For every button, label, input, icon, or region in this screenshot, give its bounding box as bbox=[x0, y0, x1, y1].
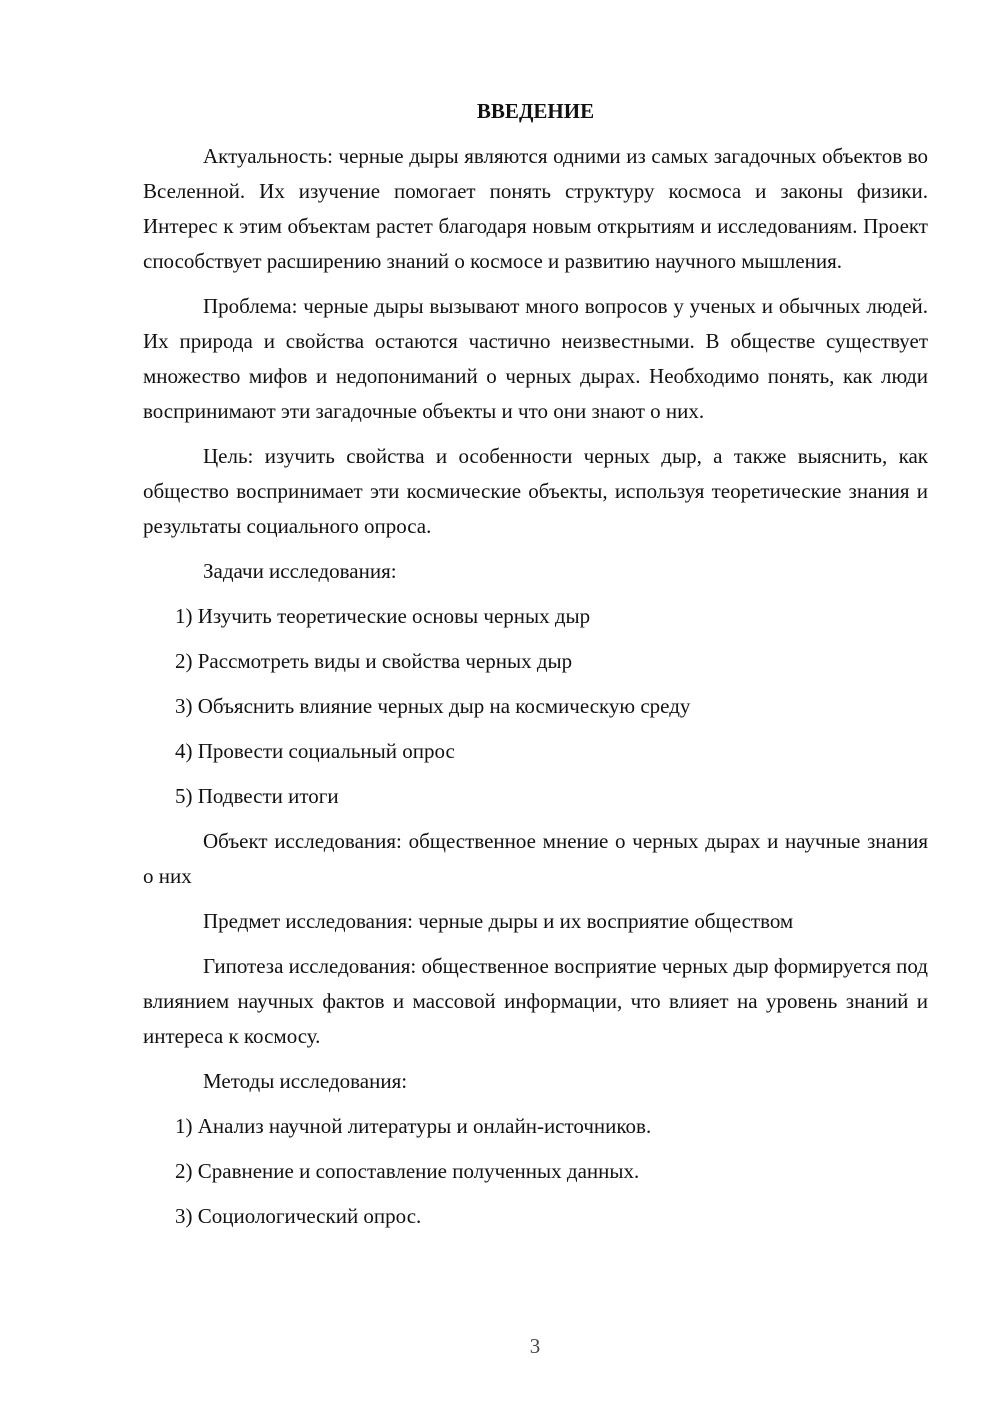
relevance-paragraph: Актуальность: черные дыры являются одними из самых загадочных объектов во Вселенной. Их изучение помогает понять структуру космоса и законы физики. Интерес к этим объектам растет благодаря новым открытиям и исследованиям. Проект способствует расширению знаний о космосе и развитию научного мышления. bbox=[143, 144, 928, 273]
document-page bbox=[143, 94, 928, 1244]
method-item-3: 3) Социологический опрос. bbox=[175, 1204, 422, 1228]
subject-paragraph: Предмет исследования: черные дыры и их восприятие обществом bbox=[203, 909, 794, 933]
task-item-4: 4) Провести социальный опрос bbox=[175, 739, 455, 763]
task-item-5: 5) Подвести итоги bbox=[175, 784, 339, 808]
methods-heading: Методы исследования: bbox=[203, 1069, 408, 1093]
tasks-list bbox=[143, 599, 928, 814]
page-number: 3 bbox=[529, 1334, 541, 1358]
tasks-heading: Задачи исследования: bbox=[203, 559, 397, 583]
task-item-3: 3) Объяснить влияние черных дыр на космическую среду bbox=[175, 694, 691, 718]
hypothesis-paragraph: Гипотеза исследования: общественное восприятие черных дыр формируется под влиянием научных фактов и массовой информации, что влияет на уровень знаний и интереса к космосу. bbox=[143, 954, 928, 1048]
methods-list bbox=[143, 1109, 928, 1234]
goal-paragraph: Цель: изучить свойства и особенности черных дыр, а также выяснить, как общество воспринимает эти космические объекты, используя теоретические знания и результаты социального опроса. bbox=[143, 444, 928, 538]
problem-paragraph: Проблема: черные дыры вызывают много вопросов у ученых и обычных людей. Их природа и свойства остаются частично неизвестными. В обществе существует множество мифов и недопониманий о черных дырах. Необходимо понять, как люди воспринимают эти загадочные объекты и что они знают о них. bbox=[143, 294, 928, 423]
method-item-1: 1) Анализ научной литературы и онлайн-источников. bbox=[175, 1114, 652, 1138]
object-paragraph: Объект исследования: общественное мнение о черных дырах и научные знания о них bbox=[143, 829, 928, 888]
document-title: ВВЕДЕНИЕ bbox=[476, 99, 595, 123]
method-item-2: 2) Сравнение и сопоставление полученных данных. bbox=[175, 1159, 640, 1183]
task-item-1: 1) Изучить теоретические основы черных дыр bbox=[175, 604, 591, 628]
task-item-2: 2) Рассмотреть виды и свойства черных дыр bbox=[175, 649, 573, 673]
